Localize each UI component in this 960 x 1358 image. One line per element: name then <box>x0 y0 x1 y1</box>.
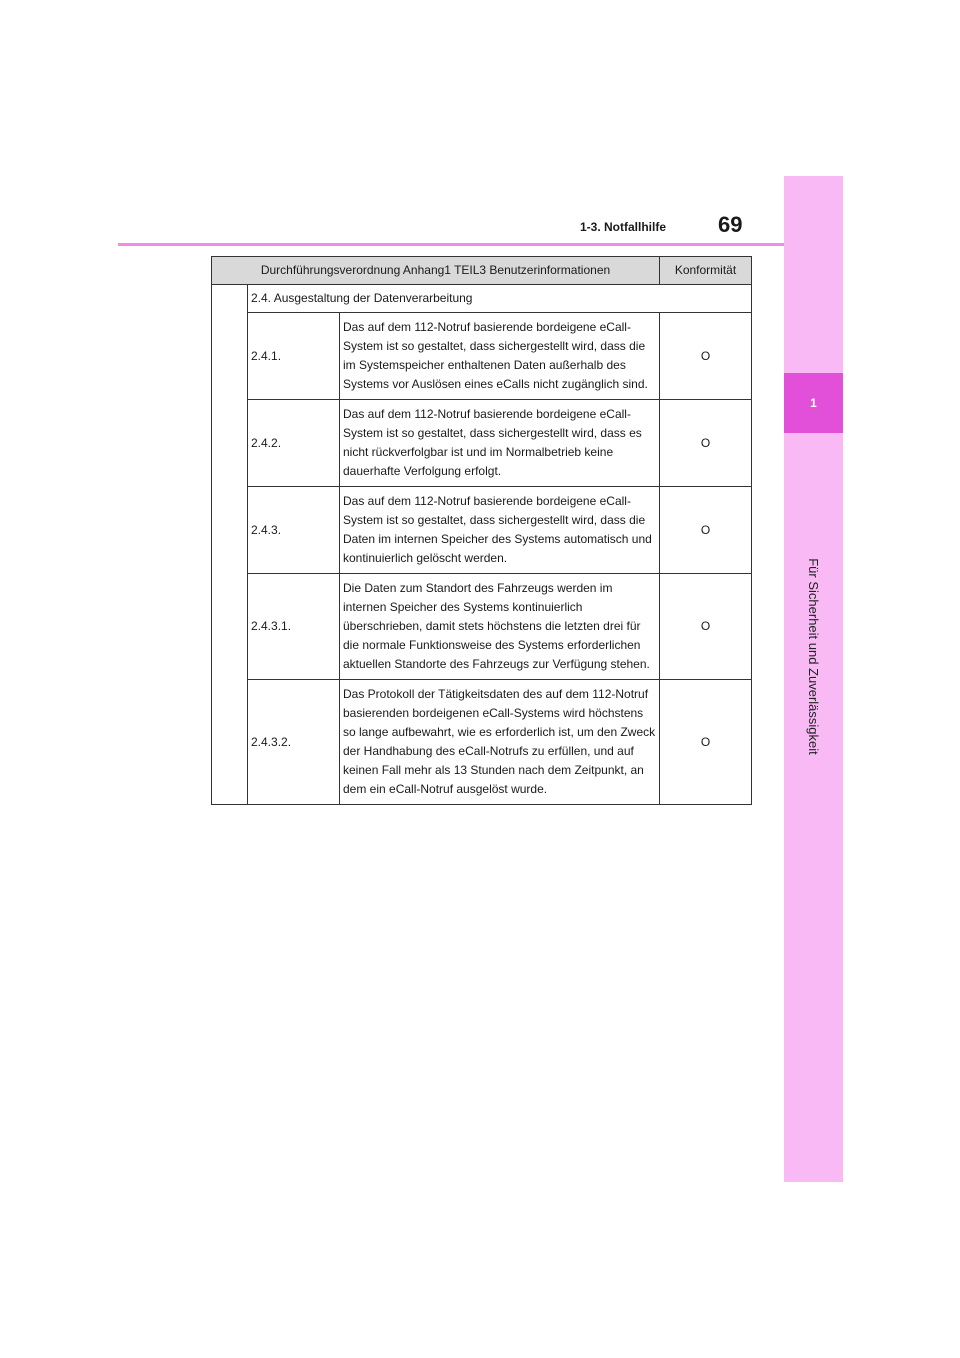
header-conformity: Konformität <box>660 257 752 285</box>
section-title: 1-3. Notfallhilfe <box>580 220 667 234</box>
table-header-row <box>212 257 752 285</box>
table-row <box>212 285 752 313</box>
row-conformity: O <box>660 400 752 487</box>
table-row <box>212 400 752 487</box>
chapter-title-container <box>784 456 843 856</box>
table-row <box>212 487 752 574</box>
chapter-number: 1 <box>784 373 843 433</box>
row-number: 2.4.3.2. <box>248 680 340 805</box>
row-conformity: O <box>660 574 752 680</box>
page-number: 69 <box>718 212 743 237</box>
chapter-side-tab <box>784 176 843 1182</box>
row-number: 2.4.3.1. <box>248 574 340 680</box>
row-conformity: O <box>660 487 752 574</box>
table-row <box>212 574 752 680</box>
table-row <box>212 313 752 400</box>
row-conformity: O <box>660 680 752 805</box>
row-number: 2.4.1. <box>248 313 340 400</box>
row-conformity: O <box>660 313 752 400</box>
row-text: Das Protokoll der Tätigkeitsdaten des auf dem 112-Notruf basierenden bordeigenen eCall-Systems wird höchstens so lange aufbewahrt, wie es erforderlich ist, um den Zweck der Handhabung des eCall-Notrufs zu erfüllen, und auf keinen Fall mehr als 13 Stunden nach dem Zeitpunkt, an dem ein eCall-Notruf ausgelöst wurde. <box>340 680 660 805</box>
row-text: Das auf dem 112-Notruf basierende bordeigene eCall-System ist so gestaltet, dass sichergestellt wird, dass es nicht rückverfolgbar ist und im Normalbetrieb keine dauerhafte Verfolgung erfolgt. <box>340 400 660 487</box>
row-number: 2.4.3. <box>248 487 340 574</box>
row-text: Die Daten zum Standort des Fahrzeugs werden im internen Speicher des Systems kontinuierlich überschrieben, damit stets höchstens die letzten drei für die normale Funktionsweise des Systems erforderlichen aktuellen Standorte des Fahrzeugs zur Verfügung stehen. <box>340 574 660 680</box>
row-number: 2.4.2. <box>248 400 340 487</box>
chapter-title: Für Sicherheit und Zuverlässigkeit <box>806 557 821 755</box>
section-heading: 2.4. Ausgestaltung der Datenverarbeitung <box>248 285 752 313</box>
indent-cell <box>212 285 248 805</box>
row-text: Das auf dem 112-Notruf basierende bordeigene eCall-System ist so gestaltet, dass sichergestellt wird, dass die Daten im internen Speicher des Systems automatisch und kontinuierlich gelöscht werden. <box>340 487 660 574</box>
specification-table <box>211 256 752 805</box>
header-regulation: Durchführungsverordnung Anhang1 TEIL3 Benutzerinformationen <box>212 257 660 285</box>
table-row <box>212 680 752 805</box>
row-text: Das auf dem 112-Notruf basierende bordeigene eCall-System ist so gestaltet, dass sichergestellt wird, dass die im Systemspeicher enthaltenen Daten außerhalb des Systems vor Auslösen eines eCalls nicht zugänglich sind. <box>340 313 660 400</box>
header-rule <box>118 243 784 246</box>
